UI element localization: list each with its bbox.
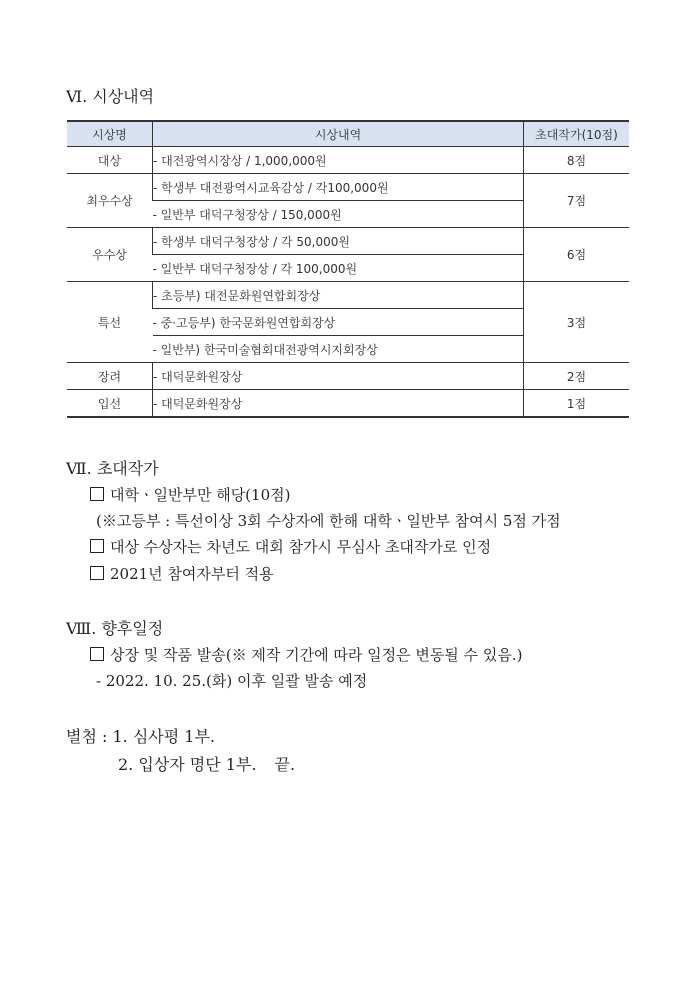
checkbox-icon [90,647,104,661]
award-detail: - 대덕문화원장상 [153,363,524,390]
table-row [67,147,629,174]
end-mark: 끝. [274,755,296,774]
attachment-item: 1. 심사평 1부. [112,727,216,746]
award-points: 6점 [524,228,630,282]
section8-item [90,644,522,665]
section7-item-text: 대학ㆍ일반부만 해당(10점) [110,486,291,504]
table-row [67,174,629,201]
award-table [67,120,629,418]
section7-item [90,484,290,505]
award-points: 3점 [524,282,630,363]
award-detail: - 일반부 대덕구청장상 / 150,000원 [153,201,524,228]
section7-item-text: 2021년 참여자부터 적용 [110,565,274,583]
table-row [67,282,629,309]
award-points: 1점 [524,390,630,418]
award-name: 최우수상 [67,174,153,228]
award-name: 특선 [67,282,153,363]
award-points: 8점 [524,147,630,174]
award-name: 우수상 [67,228,153,282]
attachment-line-1 [66,724,215,747]
section7-title: Ⅶ. 초대작가 [66,459,159,478]
table-row [67,363,629,390]
award-detail: - 일반부 대덕구청장상 / 각 100,000원 [153,255,524,282]
award-name: 장려 [67,363,153,390]
table-row [67,228,629,255]
award-name: 대상 [67,147,153,174]
table-row [67,390,629,418]
section8-item-text: 상장 및 작품 발송(※ 제작 기간에 따라 일정은 변동될 수 있음.) [110,646,523,664]
header-invited-points: 초대작가(10점) [524,121,630,147]
header-award-name: 시상명 [67,121,153,147]
award-points: 2점 [524,363,630,390]
section7-item-text: 대상 수상자는 차년도 대회 참가시 무심사 초대작가로 인정 [110,538,492,556]
award-detail: - 학생부 대덕구청장상 / 각 50,000원 [153,228,524,255]
award-detail: - 초등부) 대전문화원연합회장상 [153,282,524,309]
checkbox-icon [90,539,104,553]
award-points: 7점 [524,174,630,228]
section7-note: (※고등부 : 특선이상 3회 수상자에 한해 대학ㆍ일반부 참여시 5점 가점 [96,512,561,530]
checkbox-icon [90,566,104,580]
section8-title: Ⅷ. 향후일정 [66,619,164,638]
header-award-details: 시상내역 [153,121,524,147]
section6-title: Ⅵ. 시상내역 [66,87,155,106]
section7-item [90,563,274,584]
award-detail: - 일반부) 한국미술협회대전광역시지회장상 [153,336,524,363]
attachment-line-2 [118,752,295,775]
award-detail: - 학생부 대전광역시교육감상 / 각100,000원 [153,174,524,201]
section8-sub: - 2022. 10. 25.(화) 이후 일괄 발송 예정 [96,672,368,690]
award-name: 입선 [67,390,153,418]
section7-item [90,536,491,557]
checkbox-icon [90,487,104,501]
award-detail: - 중·고등부) 한국문화원연합회장상 [153,309,524,336]
award-detail: - 대덕문화원장상 [153,390,524,418]
table-header-row [67,121,629,147]
attachment-label: 별첨 : [66,727,113,746]
attachment-item: 2. 입상자 명단 1부. [118,755,257,774]
award-detail: - 대전광역시장상 / 1,000,000원 [153,147,524,174]
